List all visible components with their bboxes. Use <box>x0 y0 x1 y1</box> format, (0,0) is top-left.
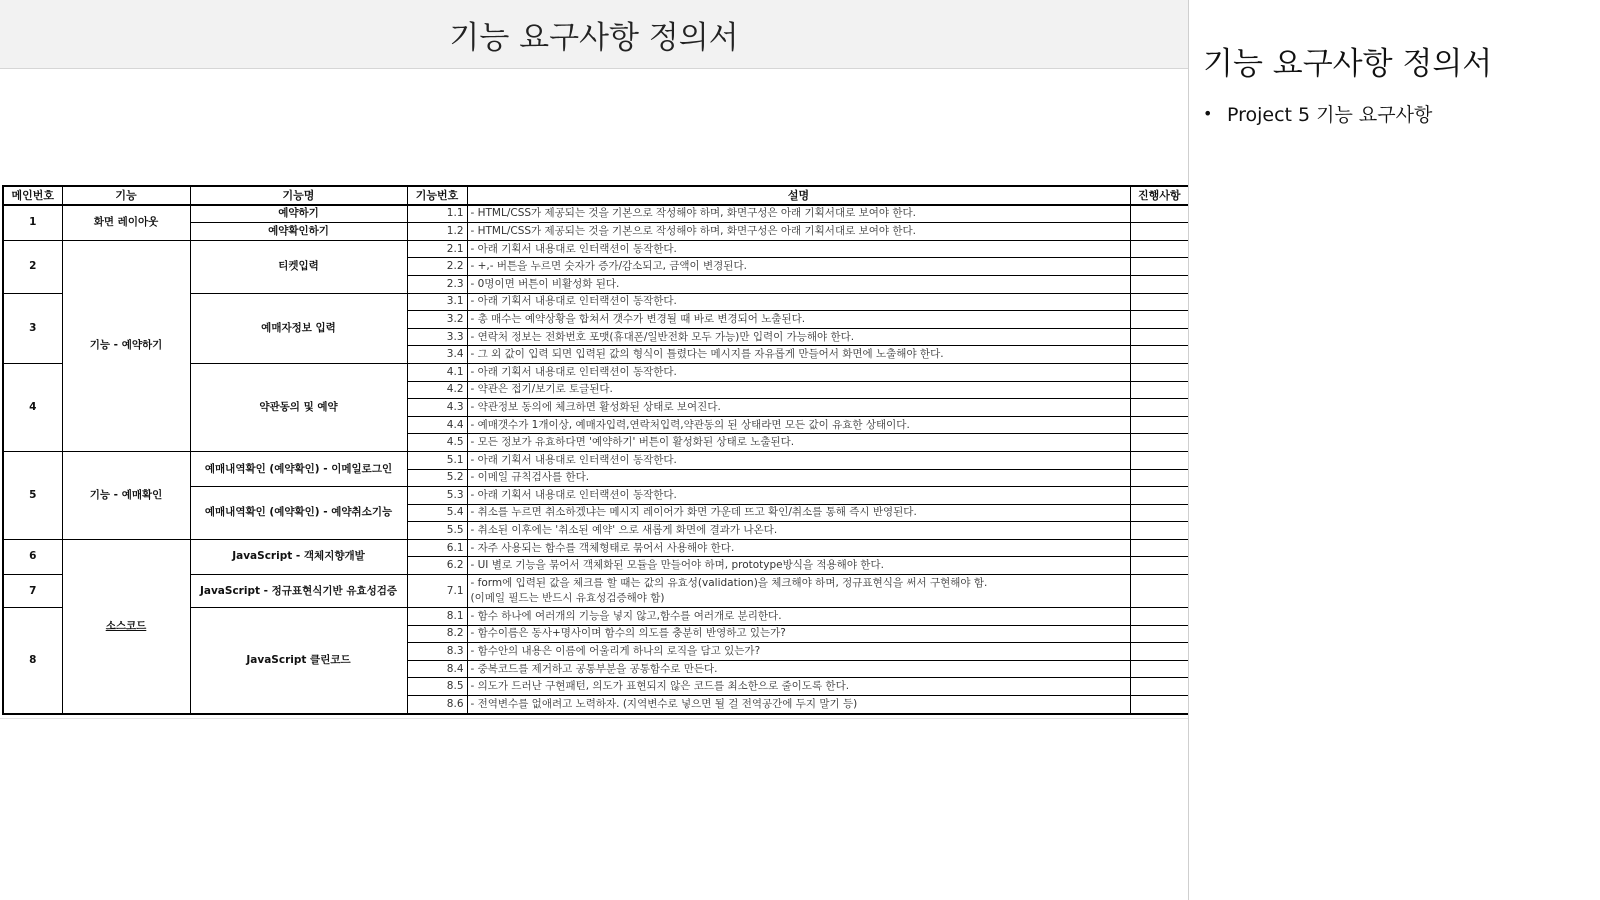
feature-number-cell: 4.4 <box>407 416 467 434</box>
feature-number-cell: 5.2 <box>407 469 467 487</box>
table-row <box>3 451 1189 469</box>
feature-number-cell: 4.2 <box>407 381 467 399</box>
status-cell[interactable] <box>1130 522 1189 540</box>
feature-number-cell: 4.5 <box>407 434 467 452</box>
description-cell: - 취소를 누르면 취소하겠냐는 메시지 레이어가 화면 가운데 뜨고 확인/취소를 통해 즉시 반영된다. <box>467 504 1130 522</box>
notes-panel <box>1188 0 1600 900</box>
status-cell[interactable] <box>1130 381 1189 399</box>
description-cell: - 자주 사용되는 함수를 객체형태로 묶어서 사용해야 한다. <box>467 539 1130 557</box>
feature-number-cell: 2.3 <box>407 275 467 293</box>
feature-cell: 기능 - 예매확인 <box>62 451 190 539</box>
description-cell: - HTML/CSS가 제공되는 것을 기본으로 작성해야 하며, 화면구성은 아래 기획서대로 보여야 한다. <box>467 223 1130 241</box>
table-row <box>3 539 1189 557</box>
status-cell[interactable] <box>1130 625 1189 643</box>
feature-name-cell: JavaScript 클린코드 <box>190 608 407 714</box>
feature-number-cell: 2.2 <box>407 258 467 276</box>
feature-number-cell: 3.2 <box>407 311 467 329</box>
header-feature: 기능 <box>62 186 190 205</box>
main-number-cell: 5 <box>3 451 62 539</box>
feature-number-cell: 8.6 <box>407 696 467 714</box>
description-cell: - 아래 기획서 내용대로 인터랙션이 동작한다. <box>467 363 1130 381</box>
status-cell[interactable] <box>1130 223 1189 241</box>
status-cell[interactable] <box>1130 434 1189 452</box>
description-cell: - 아래 기획서 내용대로 인터랙션이 동작한다. <box>467 487 1130 505</box>
status-cell[interactable] <box>1130 487 1189 505</box>
status-cell[interactable] <box>1130 240 1189 258</box>
feature-number-cell: 6.1 <box>407 539 467 557</box>
feature-number-cell: 4.1 <box>407 363 467 381</box>
slide-title-bar <box>0 0 1189 69</box>
header-description: 설명 <box>467 186 1130 205</box>
feature-cell: 화면 레이아웃 <box>62 205 190 241</box>
slide-bottom-divider <box>0 718 1188 719</box>
feature-number-cell: 8.5 <box>407 678 467 696</box>
feature-name-cell: 예약하기 <box>190 205 407 223</box>
feature-cell: 소스코드 <box>62 539 190 713</box>
description-cell: - 약관정보 동의에 체크하면 활성화된 상태로 보여진다. <box>467 399 1130 417</box>
description-cell: - 총 매수는 예약상황을 합쳐서 갯수가 변경될 때 바로 변경되어 노출된다. <box>467 311 1130 329</box>
header-feature-name: 기능명 <box>190 186 407 205</box>
feature-name-cell: 예매자정보 입력 <box>190 293 407 363</box>
status-cell[interactable] <box>1130 416 1189 434</box>
slide-title: 기능 요구사항 정의서 <box>449 19 739 56</box>
description-line: - form에 입력된 값을 체크를 할 때는 값의 유효성(validation)을 체크해야 하며, 정규표현식을 써서 구현해야 함. <box>470 577 988 590</box>
feature-number-cell: 1.1 <box>407 205 467 223</box>
description-cell: - 아래 기획서 내용대로 인터랙션이 동작한다. <box>467 451 1130 469</box>
feature-number-cell: 8.3 <box>407 643 467 661</box>
feature-number-cell: 5.4 <box>407 504 467 522</box>
status-cell[interactable] <box>1130 363 1189 381</box>
header-status: 진행사항 <box>1130 186 1189 205</box>
feature-cell: 기능 - 예약하기 <box>62 240 190 451</box>
main-number-cell: 2 <box>3 240 62 293</box>
description-cell: - 아래 기획서 내용대로 인터랙션이 동작한다. <box>467 293 1130 311</box>
description-cell: - 0명이면 버튼이 비활성화 된다. <box>467 275 1130 293</box>
status-cell[interactable] <box>1130 660 1189 678</box>
status-cell[interactable] <box>1130 643 1189 661</box>
status-cell[interactable] <box>1130 539 1189 557</box>
feature-name-cell: JavaScript - 객체지향개발 <box>190 539 407 574</box>
main-number-cell: 1 <box>3 205 62 241</box>
status-cell[interactable] <box>1130 504 1189 522</box>
status-cell[interactable] <box>1130 293 1189 311</box>
main-number-cell: 6 <box>3 539 62 574</box>
feature-number-cell: 5.1 <box>407 451 467 469</box>
notes-bullet-item <box>1203 100 1432 127</box>
feature-name-cell: 예매내역확인 (예약확인) - 이메일로그인 <box>190 451 407 486</box>
description-cell: - 의도가 드러난 구현패턴, 의도가 표현되지 않은 코드를 최소한으로 줄이도록 한다. <box>467 678 1130 696</box>
notes-title: 기능 요구사항 정의서 <box>1203 46 1493 82</box>
status-cell[interactable] <box>1130 451 1189 469</box>
description-cell: - 함수이름은 동사+명사이며 함수의 의도를 충분히 반영하고 있는가? <box>467 625 1130 643</box>
status-cell[interactable] <box>1130 399 1189 417</box>
description-cell: - 중복코드를 제거하고 공통부분을 공통함수로 만든다. <box>467 660 1130 678</box>
feature-number-cell: 3.3 <box>407 328 467 346</box>
feature-number-cell: 8.1 <box>407 608 467 626</box>
description-cell: - 취소된 이후에는 '취소된 예약' 으로 새롭게 화면에 결과가 나온다. <box>467 522 1130 540</box>
status-cell[interactable] <box>1130 678 1189 696</box>
bullet-dot-icon: • <box>1203 104 1213 123</box>
feature-number-cell: 3.1 <box>407 293 467 311</box>
main-number-cell: 3 <box>3 293 62 363</box>
feature-number-cell: 8.2 <box>407 625 467 643</box>
feature-number-cell: 8.4 <box>407 660 467 678</box>
description-cell: - 연락처 정보는 전화번호 포맷(휴대폰/일반전화 모두 가능)만 입력이 가능해야 한다. <box>467 328 1130 346</box>
status-cell[interactable] <box>1130 608 1189 626</box>
notes-bullet-text: Project 5 기능 요구사항 <box>1227 104 1433 126</box>
feature-number-cell: 1.2 <box>407 223 467 241</box>
table-row <box>3 205 1189 223</box>
description-cell: - +,- 버튼을 누르면 숫자가 증가/감소되고, 금액이 변경된다. <box>467 258 1130 276</box>
description-line: (이메일 필드는 반드시 유효성검증해야 함) <box>470 592 665 605</box>
description-cell <box>467 575 1130 608</box>
status-cell[interactable] <box>1130 311 1189 329</box>
description-cell: - 함수안의 내용은 이름에 어울리게 하나의 로직을 담고 있는가? <box>467 643 1130 661</box>
feature-number-cell: 7.1 <box>407 575 467 608</box>
status-cell[interactable] <box>1130 205 1189 223</box>
description-cell: - HTML/CSS가 제공되는 것을 기본으로 작성해야 하며, 화면구성은 아래 기획서대로 보여야 한다. <box>467 205 1130 223</box>
status-cell[interactable] <box>1130 328 1189 346</box>
feature-name-cell: 예약확인하기 <box>190 223 407 241</box>
notes-bullet-list <box>1203 100 1432 127</box>
description-cell: - 모든 정보가 유효하다면 '예약하기' 버튼이 활성화된 상태로 노출된다. <box>467 434 1130 452</box>
status-cell[interactable] <box>1130 469 1189 487</box>
description-cell: - 함수 하나에 여러개의 기능을 넣지 않고,함수를 여러개로 분리한다. <box>467 608 1130 626</box>
main-number-cell: 4 <box>3 363 62 451</box>
status-cell[interactable] <box>1130 346 1189 364</box>
status-cell[interactable] <box>1130 696 1189 714</box>
status-cell[interactable] <box>1130 258 1189 276</box>
feature-name-cell: 티켓입력 <box>190 240 407 293</box>
description-cell: - UI 별로 기능을 묶어서 객체화된 모듈을 만들어야 하며, prototype방식을 적용해야 한다. <box>467 557 1130 575</box>
description-cell: - 전역변수를 없애려고 노력하자. (지역변수로 넣으면 될 걸 전역공간에 두지 말기 등) <box>467 696 1130 714</box>
feature-name-cell: 예매내역확인 (예약확인) - 예약취소기능 <box>190 487 407 540</box>
feature-name-cell: 약관동의 및 예약 <box>190 363 407 451</box>
description-cell: - 이메일 규칙검사를 한다. <box>467 469 1130 487</box>
status-cell[interactable] <box>1130 275 1189 293</box>
description-cell: - 약관은 접기/보기로 토글된다. <box>467 381 1130 399</box>
feature-number-cell: 5.3 <box>407 487 467 505</box>
table-row <box>3 240 1189 258</box>
main-number-cell: 8 <box>3 608 62 714</box>
feature-number-cell: 5.5 <box>407 522 467 540</box>
feature-number-cell: 4.3 <box>407 399 467 417</box>
requirements-table <box>2 185 1190 715</box>
feature-name-cell: JavaScript - 정규표현식기반 유효성검증 <box>190 575 407 608</box>
header-feature-number: 기능번호 <box>407 186 467 205</box>
feature-number-cell: 2.1 <box>407 240 467 258</box>
status-cell[interactable] <box>1130 557 1189 575</box>
main-number-cell: 7 <box>3 575 62 608</box>
status-cell[interactable] <box>1130 575 1189 608</box>
table-header-row <box>3 186 1189 205</box>
description-cell: - 예매갯수가 1개이상, 예매자입력,연락처입력,약관동의 된 상태라면 모든 값이 유효한 상태이다. <box>467 416 1130 434</box>
feature-number-cell: 3.4 <box>407 346 467 364</box>
description-cell: - 아래 기획서 내용대로 인터랙션이 동작한다. <box>467 240 1130 258</box>
header-main-number: 메인번호 <box>3 186 62 205</box>
description-cell: - 그 외 값이 입력 되면 입력된 값의 형식이 틀렸다는 메시지를 자유롭게 만들어서 화면에 노출해야 한다. <box>467 346 1130 364</box>
feature-number-cell: 6.2 <box>407 557 467 575</box>
